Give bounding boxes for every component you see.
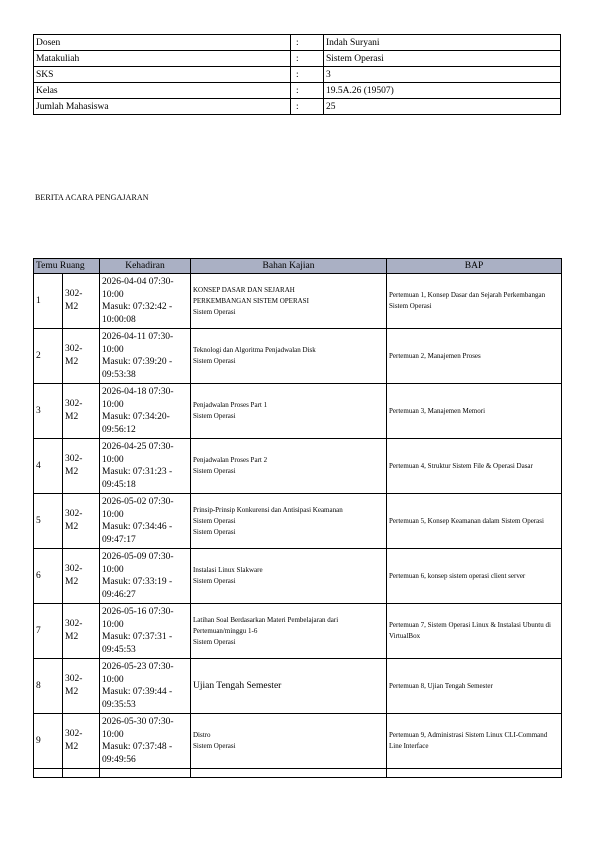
empty-cell [387,769,562,778]
schedule-time: 2026-05-16 07:30- 10:00 [102,607,174,630]
info-separator: : [291,51,324,67]
meeting-number: 8 [34,659,63,714]
room-cell [63,604,100,659]
bap-cell: Pertemuan 6, konsep sistem operasi client server [387,549,562,604]
room-code: 302- M2 [65,399,83,422]
course-name: Sistem Operasi [193,742,236,750]
table-row [34,274,562,329]
study-material-cell [191,604,387,659]
room-cell [63,714,100,769]
study-material-topic: Teknologi dan Algoritma Penjadwalan Disk [193,346,316,354]
room-cell [63,384,100,439]
meeting-number: 4 [34,439,63,494]
bap-cell: Pertemuan 2, Manajemen Proses [387,329,562,384]
check-in-time: Masuk: 07:32:42 - 10:00:08 [102,302,173,325]
study-material-topic: KONSEP DASAR DAN SEJARAH PERKEMBANGAN SISTEM OPERASI [193,285,309,305]
meeting-number: 7 [34,604,63,659]
bap-cell: Pertemuan 3, Manajemen Memori [387,384,562,439]
course-name: Sistem Operasi [193,357,236,365]
room-code: 302- M2 [65,344,83,367]
study-material-cell [191,439,387,494]
attendance-cell [100,494,191,549]
info-label: Kelas [34,83,291,99]
table-row [34,384,562,439]
table-row [34,659,562,714]
bap-cell: Pertemuan 1, Konsep Dasar dan Sejarah Perkembangan Sistem Operasi [387,274,562,329]
course-name: Sistem Operasi [193,467,236,475]
study-material-topic: Latihan Soal Berdasarkan Materi Pembelajaran dari Pertemuan/minggu 1-6 [193,615,339,635]
empty-cell [191,769,387,778]
info-row [34,35,561,51]
room-code: 302- M2 [65,729,83,752]
info-value: 3 [324,67,561,83]
teaching-record-table [33,258,562,778]
info-value: 19.5A.26 (19507) [324,83,561,99]
room-cell [63,274,100,329]
info-label: Matakuliah [34,51,291,67]
check-in-time: Masuk: 07:39:20 - 09:53:38 [102,357,173,380]
course-name: Sistem Operasi [193,577,236,585]
study-material-cell [191,329,387,384]
course-name: Sistem Operasi [193,412,236,420]
attendance-cell [100,439,191,494]
course-info-table [33,34,561,115]
info-row [34,51,561,67]
room-code: 302- M2 [65,454,83,477]
empty-cell [100,769,191,778]
empty-cell [34,769,63,778]
check-in-time: Masuk: 07:33:19 - 09:46:27 [102,577,173,600]
header-ruang: Ruang [59,260,85,271]
header-temu: Temu [36,260,58,271]
room-code: 302- M2 [65,674,83,697]
room-code: 302- M2 [65,509,83,532]
info-label: Dosen [34,35,291,51]
meeting-number: 6 [34,549,63,604]
table-row [34,604,562,659]
info-label: Jumlah Mahasiswa [34,99,291,115]
schedule-time: 2026-05-09 07:30- 10:00 [102,552,174,575]
info-label: SKS [34,67,291,83]
study-material-cell [191,494,387,549]
course-name: Sistem Operasi [193,307,236,316]
room-code: 302- M2 [65,564,83,587]
empty-cell [63,769,100,778]
study-material-topic: Penjadwalan Proses Part 1 [193,401,268,409]
room-cell [63,329,100,384]
study-material-cell [191,549,387,604]
table-row [34,494,562,549]
info-separator: : [291,83,324,99]
table-row [34,329,562,384]
study-material-cell [191,274,387,329]
attendance-cell [100,659,191,714]
attendance-cell [100,329,191,384]
meeting-number: 3 [34,384,63,439]
meeting-number: 9 [34,714,63,769]
table-header-row [34,259,562,274]
bap-cell: Pertemuan 4, Struktur Sistem File & Operasi Dasar [387,439,562,494]
attendance-cell [100,274,191,329]
attendance-cell [100,549,191,604]
table-row [34,439,562,494]
info-separator: : [291,67,324,83]
table-row-continued [34,769,562,778]
header-bap: BAP [387,259,562,274]
info-row [34,99,561,115]
check-in-time: Masuk: 07:34:20- 09:56:12 [102,412,170,435]
meeting-number: 2 [34,329,63,384]
info-value: 25 [324,99,561,115]
header-bahan-kajian: Bahan Kajian [191,259,387,274]
study-material-topic: Instalasi Linux Slakware [193,566,263,574]
info-row [34,83,561,99]
study-material-cell [191,659,387,714]
study-material-topic: Prinsip-Prinsip Konkurensi dan Antisipasi Keamanan [193,505,343,514]
info-value: Sistem Operasi [324,51,561,67]
schedule-time: 2026-05-30 07:30- 10:00 [102,717,174,740]
bap-cell: Pertemuan 8, Ujian Tengah Semester [387,659,562,714]
room-cell [63,659,100,714]
schedule-time: 2026-04-04 07:30- 10:00 [102,277,174,300]
study-material-cell [191,714,387,769]
schedule-time: 2026-05-02 07:30- 10:00 [102,497,174,520]
info-separator: : [291,99,324,115]
info-value: Indah Suryani [324,35,561,51]
bap-cell: Pertemuan 9, Administrasi Sistem Linux CLI-Command Line Interface [387,714,562,769]
info-row [34,67,561,83]
check-in-time: Masuk: 07:37:48 - 09:49:56 [102,742,173,765]
section-title: BERITA ACARA PENGAJARAN [35,193,149,202]
study-material-topic: Penjadwalan Proses Part 2 [193,456,268,464]
schedule-time: 2026-05-23 07:30- 10:00 [102,662,174,685]
schedule-time: 2026-04-11 07:30- 10:00 [102,332,174,355]
meeting-number: 5 [34,494,63,549]
room-cell [63,549,100,604]
schedule-time: 2026-04-25 07:30- 10:00 [102,442,174,465]
room-code: 302- M2 [65,619,83,642]
course-name: Sistem Operasi [193,637,236,646]
meeting-number: 1 [34,274,63,329]
attendance-cell [100,714,191,769]
bap-cell: Pertemuan 7, Sistem Operasi Linux & Instalasi Ubuntu di VirtualBox [387,604,562,659]
table-row [34,549,562,604]
attendance-cell [100,384,191,439]
study-material-topic: Ujian Tengah Semester [193,680,282,691]
table-row [34,714,562,769]
info-separator: : [291,35,324,51]
room-code: 302- M2 [65,289,83,312]
bap-cell: Pertemuan 5, Konsep Keamanan dalam Sistem Operasi [387,494,562,549]
study-material-cell [191,384,387,439]
check-in-time: Masuk: 07:37:31 - 09:45:53 [102,632,173,655]
room-cell [63,494,100,549]
course-name: Sistem Operasi Sistem Operasi [193,516,236,536]
attendance-cell [100,604,191,659]
check-in-time: Masuk: 07:34:46 - 09:47:17 [102,522,173,545]
header-temu-ruang [34,259,100,274]
header-kehadiran: Kehadiran [100,259,191,274]
schedule-time: 2026-04-18 07:30- 10:00 [102,387,174,410]
check-in-time: Masuk: 07:39:44 - 09:35:53 [102,687,173,710]
check-in-time: Masuk: 07:31:23 - 09:45:18 [102,467,173,490]
room-cell [63,439,100,494]
study-material-topic: Distro [193,731,211,739]
